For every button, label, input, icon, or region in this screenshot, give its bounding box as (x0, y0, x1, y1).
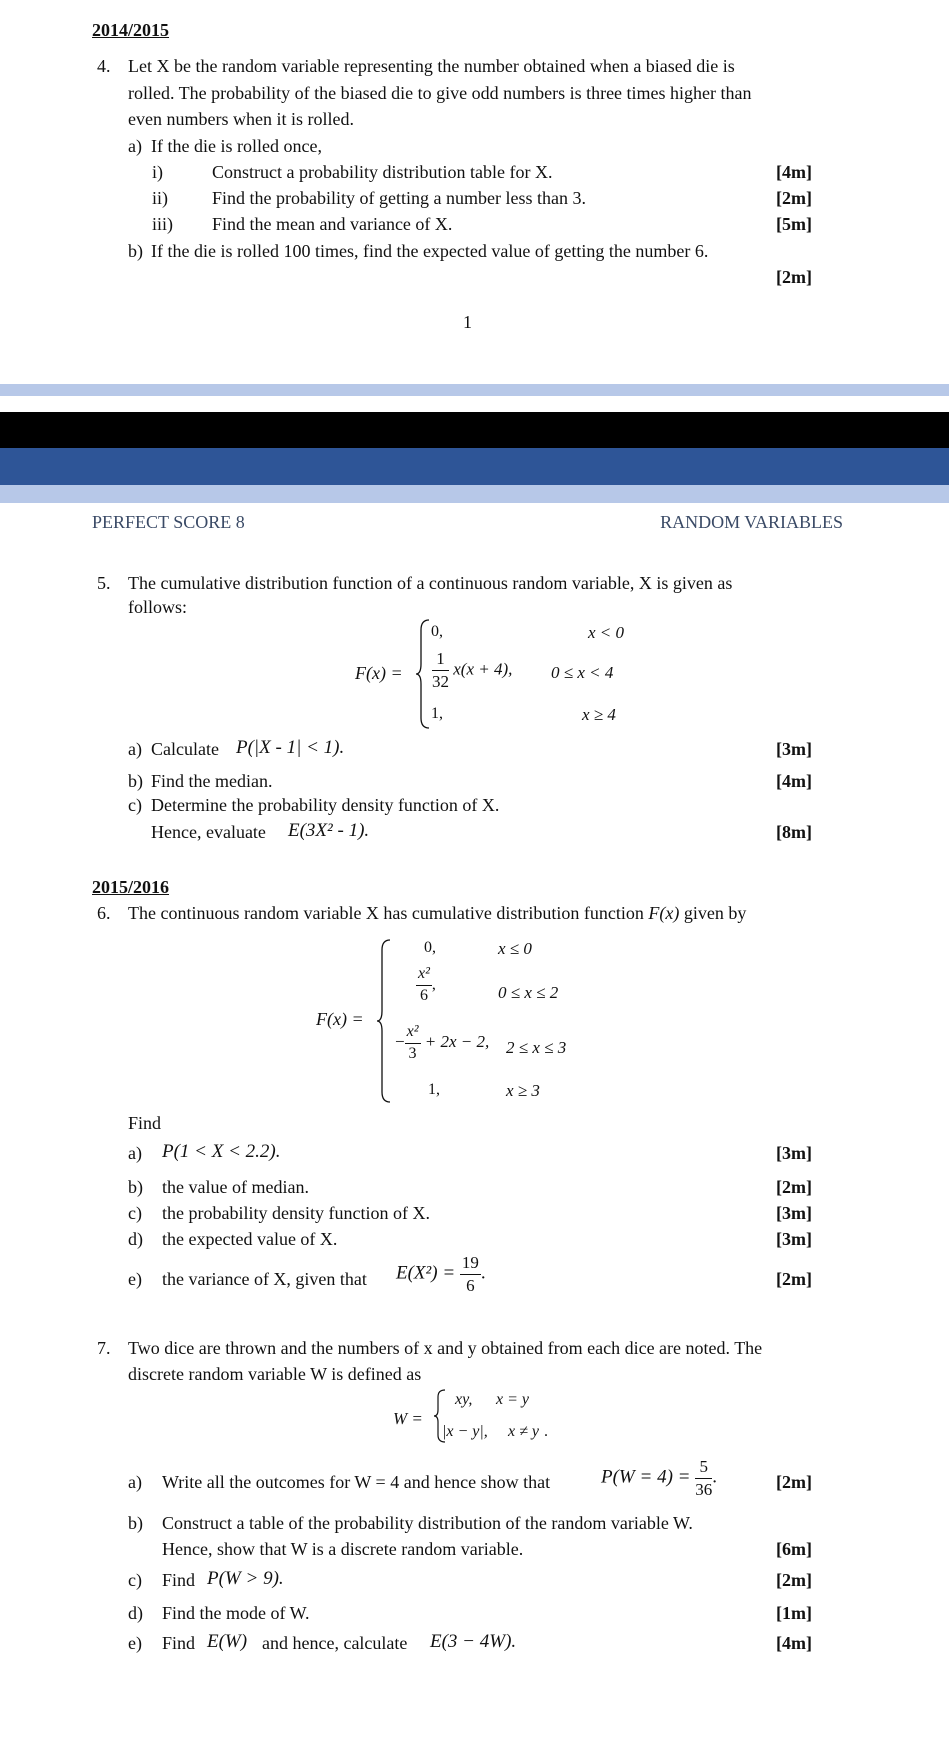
q4-part-marks: [2m] (776, 188, 812, 208)
q5-stem-line-2: follows: (128, 597, 188, 617)
q6-cdf-case3-cond: 2 ≤ x ≤ 3 (506, 1038, 567, 1057)
q5-stem-line-1: The cumulative distribution function of a continuous random variable, X is given as (128, 573, 733, 593)
q5-number: 5. (97, 573, 111, 593)
q5c-text: Determine the probability density function of X. (151, 795, 500, 815)
q6-stem (128, 904, 746, 922)
q6-part-text: the probability density function of X. (162, 1203, 430, 1223)
q4-part-label: i) (152, 162, 163, 182)
q4-part-text: Find the probability of getting a number less than 3. (212, 188, 586, 208)
q7a-text: Write all the outcomes for W = 4 and hence show that (162, 1472, 551, 1492)
q6-part-text: the value of median. (162, 1177, 309, 1197)
q5a-math: P(|X - 1| < 1). (236, 737, 345, 758)
q7e-label: e) (128, 1633, 142, 1653)
q5-cdf-case2-expr: x(x + 4), (453, 659, 513, 679)
running-header-left: PERFECT SCORE 8 (92, 512, 245, 532)
q6-part-text: P(1 < X < 2.2). (162, 1141, 281, 1162)
q7a-den: 36 (695, 1479, 713, 1499)
q4-stem-line-3: even numbers when it is rolled. (128, 109, 354, 129)
year-heading-2014: 2014/2015 (92, 20, 170, 40)
q7b-label: b) (128, 1513, 143, 1533)
q4-stem-line-1: Let X be the random variable representing the number obtained when a biased die is (128, 56, 735, 76)
q5b-label: b) (128, 771, 143, 791)
q6e-lhs: E(X²) = (396, 1262, 456, 1284)
q4b-marks: [2m] (776, 267, 812, 287)
q6-cdf-case4-expr: 1, (428, 1081, 440, 1098)
q5-cdf-case1-expr: 0, (431, 623, 443, 640)
q5c-marks: [8m] (776, 822, 812, 842)
q6e-label: e) (128, 1269, 142, 1289)
q5c-math: E(3X² - 1). (288, 820, 370, 841)
q7e-math-2: E(3 − 4W). (430, 1631, 517, 1652)
q4-part-marks: [5m] (776, 214, 812, 234)
q4b-text: If the die is rolled 100 times, find the expected value of getting the number 6. (151, 241, 709, 261)
q6-cdf-case2-num: x² (416, 966, 432, 986)
q6-cdf-case3-expr: + 2x − 2, (424, 1032, 490, 1052)
q6-cdf-case3-fraction (405, 1024, 421, 1063)
q6-cdf-lhs: F(x) = (316, 1009, 364, 1029)
q7c-marks: [2m] (776, 1570, 812, 1590)
q6-part-label: d) (128, 1229, 143, 1249)
q6-cdf-case4-cond: x ≥ 3 (506, 1081, 540, 1100)
q6-part-marks: [3m] (776, 1143, 812, 1163)
q7d-marks: [1m] (776, 1603, 812, 1623)
q5-cdf-frac-den: 32 (432, 671, 449, 691)
q7a-marks: [2m] (776, 1472, 812, 1492)
q7b-marks: [6m] (776, 1539, 812, 1559)
q7e-text: Find (162, 1633, 196, 1653)
q6-cdf-case1-cond: x ≤ 0 (498, 939, 532, 958)
q5c-text-2: Hence, evaluate (151, 822, 266, 842)
q6-part-marks: [2m] (776, 1177, 812, 1197)
q7a-num: 5 (695, 1458, 712, 1479)
q4-part-marks: [4m] (776, 162, 812, 182)
q6-part-marks: [3m] (776, 1229, 812, 1249)
q6-stem-text: The continuous random variable X has cumulative distribution function (128, 903, 644, 923)
q7-number: 7. (97, 1338, 111, 1358)
q6-part-label: b) (128, 1177, 143, 1197)
q4-part-text: Construct a probability distribution table for X. (212, 162, 553, 182)
q4b-label: b) (128, 241, 143, 261)
q7a-label: a) (128, 1472, 142, 1492)
q6-cdf-case2-cond: 0 ≤ x ≤ 2 (498, 983, 559, 1002)
q5a-text: Calculate (151, 739, 219, 759)
q5-cdf-case2-cond: 0 ≤ x < 4 (551, 663, 614, 682)
q7e-math-1: E(W) (207, 1631, 248, 1652)
q7c-text: Find (162, 1570, 196, 1590)
q7c-math: P(W > 9). (207, 1568, 284, 1589)
q6-stem-end: given by (683, 903, 747, 923)
q6-stem-math: F(x) (648, 903, 680, 923)
q7-w-case2-cond: x ≠ y (508, 1423, 539, 1440)
page-break-band-light-top (0, 384, 949, 396)
q6-part-label: c) (128, 1203, 142, 1223)
running-header-right: RANDOM VARIABLES (660, 512, 843, 532)
q7-w-case2-expr: |x − y|, (442, 1423, 488, 1440)
q7d-label: d) (128, 1603, 143, 1623)
q5-cdf-case1-cond: x < 0 (588, 623, 625, 642)
page-break-band-blue (0, 448, 949, 485)
q5-cdf-brace (415, 618, 431, 730)
q6-cdf-case2-den: 6 (419, 986, 428, 1004)
q5a-marks: [3m] (776, 739, 812, 759)
q5b-marks: [4m] (776, 771, 812, 791)
q5-cdf-fraction (432, 650, 449, 691)
q6-cdf-case3-num: x² (405, 1024, 421, 1044)
q4-part-label: ii) (152, 188, 168, 208)
page-break-band-black (0, 412, 949, 448)
q5a-label: a) (128, 739, 142, 759)
q7c-label: c) (128, 1570, 142, 1590)
q5-cdf-case3-cond: x ≥ 4 (582, 705, 616, 724)
page-break-band-light-bottom (0, 485, 949, 503)
q5b-text: Find the median. (151, 771, 273, 791)
q4-part-label: iii) (152, 214, 173, 234)
q7d-text: Find the mode of W. (162, 1603, 310, 1623)
q6-find: Find (128, 1113, 162, 1133)
q6-number: 6. (97, 903, 111, 923)
q6e-marks: [2m] (776, 1269, 812, 1289)
q4a-label: a) (128, 136, 142, 156)
q5-cdf-lhs: F(x) = (355, 663, 403, 683)
q6e-text: the variance of X, given that (162, 1269, 367, 1289)
q5-cdf-case3-expr: 1, (431, 705, 443, 722)
q7-w-case1-cond: x = y (496, 1391, 529, 1408)
q7b-text: Construct a table of the probability distribution of the random variable W. (162, 1513, 693, 1533)
q7a-fraction (695, 1458, 712, 1499)
q4-stem-line-2: rolled. The probability of the biased die to give odd numbers is three times higher than (128, 83, 752, 103)
q6-part-marks: [3m] (776, 1203, 812, 1223)
q5-cdf-frac-num: 1 (432, 650, 449, 671)
q7e-mid: and hence, calculate (262, 1633, 408, 1653)
q6-cdf-brace (376, 938, 392, 1104)
q7-w-case1-expr: xy, (455, 1391, 473, 1408)
q6-part-text: the expected value of X. (162, 1229, 338, 1249)
q7a-lhs: P(W = 4) = (601, 1466, 691, 1488)
q7-stem-line-1: Two dice are thrown and the numbers of x and y obtained from each dice are noted. The (128, 1338, 763, 1358)
page-number: 1 (463, 312, 472, 332)
q7b-text-2: Hence, show that W is a discrete random variable. (162, 1539, 524, 1559)
q4-part-text: Find the mean and variance of X. (212, 214, 453, 234)
q5c-label: c) (128, 795, 142, 815)
q6-cdf-case1-expr: 0, (424, 939, 436, 956)
q6e-num: 19 (460, 1254, 481, 1275)
q7-stem-line-2: discrete random variable W is defined as (128, 1364, 422, 1384)
q7-w-lhs: W = (393, 1409, 423, 1428)
q6-part-label: a) (128, 1143, 142, 1163)
year-heading-2015: 2015/2016 (92, 877, 170, 897)
q7e-marks: [4m] (776, 1633, 812, 1653)
q6-cdf-case2-fraction (416, 966, 432, 1005)
q6e-fraction (460, 1254, 481, 1295)
q4-number: 4. (97, 56, 111, 76)
q4a-text: If the die is rolled once, (151, 136, 322, 156)
q6-cdf-case3-den: 3 (408, 1044, 417, 1062)
q6e-den: 6 (466, 1275, 475, 1295)
